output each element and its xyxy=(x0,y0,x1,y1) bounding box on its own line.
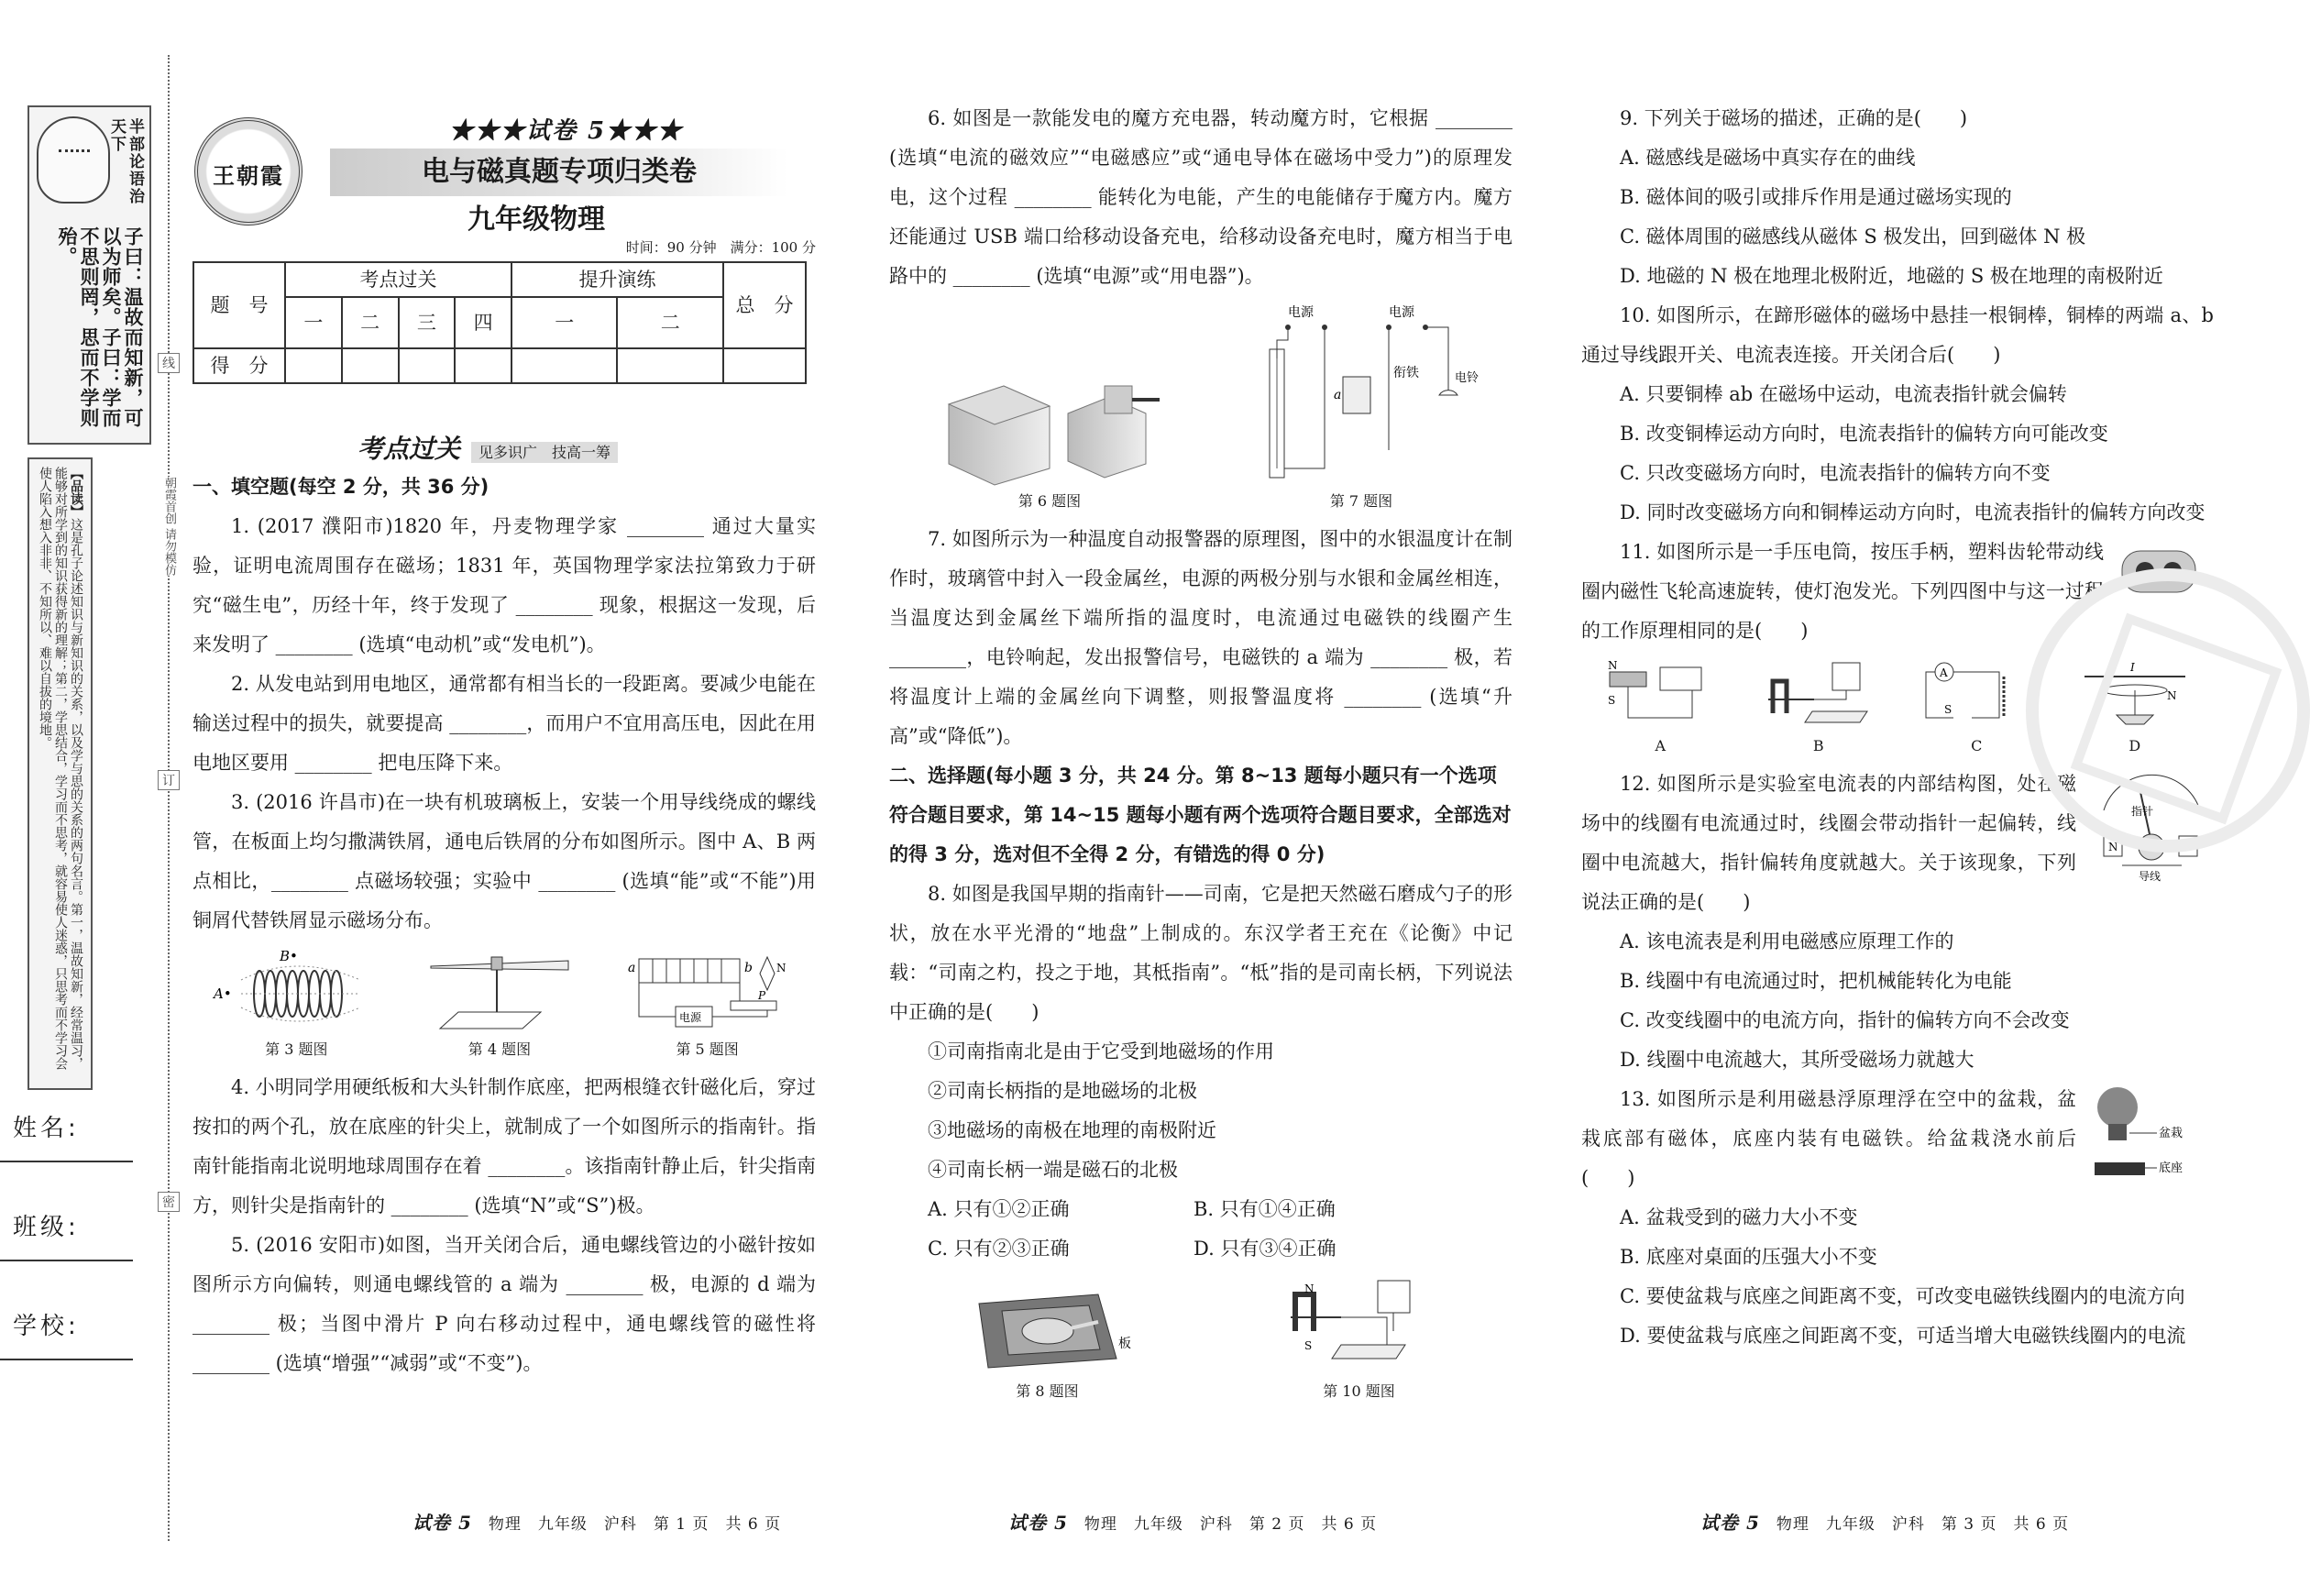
svg-text:S: S xyxy=(1944,703,1952,716)
q8-option-d[interactable]: D. 只有③④正确 xyxy=(1194,1238,1336,1260)
figures-3-5 xyxy=(192,948,816,1061)
question-3: 3. (2016 许昌市)在一块有机玻璃板上，安装一个用导线绕成的螺线管，在板面上均匀撒满铁屑，通电后铁屑的分布如图所示。图中 A、B 两点相比，________ 点磁场较强；实验中 ________ (选填“能”或“不能”)用铜屑代替铁屑显示磁场分布。 xyxy=(192,791,816,931)
commentary-text: 这是孔子论述知识与新知识的关系，以及学与思的关系的两句名言。第一，温故知新，经常温习，能够对所学到的知识获得新的理解；第二，学思结合，学习而不思考，就容易使人迷惑，只思考而不学习会使人陷入想入非非、不知所以、难以自拔的境地。 xyxy=(38,467,83,1070)
page-3-footer: 试卷 5 物理 九年级 沪科 第 3 页 共 6 页 xyxy=(1700,1512,2070,1534)
page2-body xyxy=(889,99,1512,1410)
figure-6: 第 6 题图 xyxy=(930,349,1169,512)
class-field[interactable]: 班级: xyxy=(0,1181,133,1280)
question-4: 4. 小明同学用硬纸板和大头针制作底座，把两根缝衣针磁化后，穿过按扣的两个孔，放在底座的针尖上，就制成了一个如图所示的指南针。指南针能指南北说明地球周围存在着 ________。该指南针静止后，针尖指南方，则针尖是指南针的 ________ (选填“N”或“S”)极。 xyxy=(192,1076,816,1216)
q11-figure-b[interactable]: B xyxy=(1759,658,1878,757)
cut-note: 朝霞首创 请勿模仿 xyxy=(158,477,178,576)
q10-option-a[interactable]: A. 只要铜棒 ab 在磁场中运动，电流表指针就会偏转 xyxy=(1620,383,2067,405)
commentary-label: 【品读】 xyxy=(69,467,83,518)
watermark-seal-icon xyxy=(2026,568,2310,853)
q8-option-b[interactable]: B. 只有①④正确 xyxy=(1194,1198,1336,1220)
question-12: 12. 如图所示是实验室电流表的内部结构图，处在磁场中的线圈有电流通过时，线圈会带动指针一起偏转，线圈中电流越大，指针偏转角度就越大。关于该现象，下列说法正确的是( ) xyxy=(1581,773,2076,913)
q9-option-d[interactable]: D. 地磁的 N 极在地理北极附近，地磁的 S 极在地理的南极附近 xyxy=(1620,265,2163,287)
sidebar-quote-box xyxy=(28,105,151,445)
school-field[interactable]: 学校: xyxy=(0,1280,133,1379)
svg-text:N: N xyxy=(776,962,786,974)
question-6: 6. 如图是一款能发电的魔方充电器，转动魔方时，它根据 ________ (选填“电流的磁效应”“电磁感应”或“通电导体在磁场中受力”)的原理发电，这个过程 ________ 能转化为电能，产生的电能储存于魔方内。魔方还能通过 USB 端口给移动设备充电，给移动设备充电时，魔方相当于电路中的 ________ (选填“电源”或“用电器”)。 xyxy=(889,107,1512,287)
svg-text:电源: 电源 xyxy=(678,1011,701,1024)
exam-header xyxy=(192,0,816,256)
exam-subject: 九年级物理 xyxy=(468,204,605,236)
compass-needle-diagram xyxy=(422,948,578,1035)
rubik-cube-charger-photo xyxy=(930,349,1169,487)
score-row-label: 题 号 xyxy=(193,262,285,348)
q9-option-c[interactable]: C. 磁体周围的磁感线从磁体 S 极发出，回到磁体 N 极 xyxy=(1620,226,2086,248)
page1-body xyxy=(192,468,816,1383)
q8-options-ab xyxy=(889,1190,1512,1229)
question-10: 10. 如图所示，在蹄形磁体的磁场中悬挂一根铜棒，铜棒的两端 a、b 通过导线跟开关、电流表连接。开关闭合后( ) xyxy=(1581,304,2214,366)
svg-text:S: S xyxy=(1608,694,1616,707)
figure-4: 第 4 题图 xyxy=(422,948,578,1061)
exam-title: 电与磁真题专项归类卷 xyxy=(330,149,788,196)
question-13-block xyxy=(1581,1080,2214,1198)
score-col: 一 xyxy=(285,297,342,348)
figures-6-7 xyxy=(889,303,1512,512)
q13-option-c[interactable]: C. 要使盆栽与底座之间距离不变，可改变电磁铁线圈内的电流方向 xyxy=(1620,1285,2185,1307)
figure-8: 板 第 8 题图 xyxy=(961,1276,1135,1403)
section-banner: 考点过关 见多识广 技高一筹 xyxy=(358,429,618,472)
score-cell[interactable] xyxy=(617,348,723,383)
figure-7: 电源 电源 a 衔铁 电铃 第 7 题图 xyxy=(1251,303,1471,512)
exam-number: ★★★试卷 5★★★ xyxy=(449,117,684,145)
question-7: 7. 如图所示为一种温度自动报警器的原理图，图中的水银温度计在制作时，玻璃管中封入一段金属丝，电源的两极分别与水银和金属丝相连，当温度达到金属丝下端所指的温度时，电流通过电磁铁的线圈产生 ________，电铃响起，发出报警信号，电磁铁的 a 端为 ________ 极，若将温度计上端的金属丝向下调整，则报警温度将 ________ (选填“升高”或“降低”)。 xyxy=(889,528,1512,747)
score-col: 一 xyxy=(512,297,617,348)
page-1 xyxy=(192,0,816,1534)
figure-10: N S 第 10 题图 xyxy=(1277,1276,1442,1403)
svg-text:N: N xyxy=(2108,841,2118,853)
score-cell[interactable] xyxy=(285,348,342,383)
ammeter-coil-circuit-diagram xyxy=(1917,658,2036,732)
sidebar-commentary xyxy=(28,457,93,1090)
score-col: 二 xyxy=(617,297,723,348)
svg-text:衔铁: 衔铁 xyxy=(1393,366,1419,380)
svg-text:盆栽: 盆栽 xyxy=(2159,1127,2184,1140)
section-1-heading: 一、填空题(每空 2 分，共 36 分) xyxy=(192,476,490,498)
q8-option-a[interactable]: A. 只有①②正确 xyxy=(928,1198,1070,1220)
score-cell[interactable] xyxy=(512,348,617,383)
score-cell[interactable] xyxy=(399,348,456,383)
q8-options-cd xyxy=(889,1229,1512,1269)
q8-item-3: ③地磁场的南极在地理的南极附近 xyxy=(928,1119,1216,1141)
sinan-compass-photo xyxy=(961,1276,1135,1377)
sidebar-title: 半部论语治天下 xyxy=(107,118,144,205)
student-info-fields xyxy=(0,1082,133,1379)
solenoid-iron-filings-diagram xyxy=(214,948,379,1035)
cut-mark-seal: 密 xyxy=(158,1192,180,1212)
svg-text:板: 板 xyxy=(1117,1337,1131,1351)
score-group-2: 提升演练 xyxy=(512,262,723,297)
cut-line xyxy=(168,55,170,1541)
svg-text:S: S xyxy=(2184,841,2192,853)
question-13: 13. 如图所示是利用磁悬浮原理浮在空中的盆栽，盆栽底部有磁体，底座内装有电磁铁。给盆栽浇水前后( ) xyxy=(1581,1088,2076,1189)
q10-option-b[interactable]: B. 改变铜棒运动方向时，电流表指针的偏转方向可能改变 xyxy=(1620,423,2108,445)
maglev-bonsai-photo xyxy=(2085,1080,2214,1190)
section-banner-sub: 见多识广 技高一筹 xyxy=(471,442,618,463)
svg-text:P: P xyxy=(757,989,765,1002)
svg-text:指针: 指针 xyxy=(2131,805,2154,818)
q12-option-b[interactable]: B. 线圈中有电流通过时，把机械能转化为电能 xyxy=(1620,970,2012,992)
score-row-label-2: 得 分 xyxy=(193,348,285,383)
score-cell[interactable] xyxy=(342,348,399,383)
svg-text:S: S xyxy=(1304,1339,1312,1352)
q10-option-c[interactable]: C. 只改变磁场方向时，电流表指针的偏转方向不变 xyxy=(1620,462,2051,484)
question-9: 9. 下列关于磁场的描述，正确的是( ) xyxy=(1620,107,1968,129)
q13-option-d[interactable]: D. 要使盆栽与底座之间距离不变，可适当增大电磁铁线圈内的电流 xyxy=(1620,1325,2186,1347)
svg-text:N: N xyxy=(1608,659,1618,672)
svg-text:S: S xyxy=(2097,689,2106,702)
svg-text:a: a xyxy=(1334,388,1342,402)
score-group-1: 考点过关 xyxy=(285,262,512,297)
page-1-footer: 试卷 5 物理 九年级 沪科 第 1 页 共 6 页 xyxy=(412,1512,782,1534)
exam-time: 时间：90 分钟 满分：100 分 xyxy=(625,239,816,256)
question-8: 8. 如图是我国早期的指南针——司南，它是把天然磁石磨成勺子的形状，放在水平光滑的“地盘”上制成的。东汉学者王充在《论衡》中记载：“司南之杓，投之于地，其柢指南”。“柢”指的是司南长柄，下列说法中正确的是( ) xyxy=(889,883,1512,1023)
score-col: 三 xyxy=(399,297,456,348)
score-col: 四 xyxy=(455,297,512,348)
solenoid-circuit-diagram xyxy=(621,948,795,1035)
svg-text:I: I xyxy=(2129,661,2135,674)
figure-3: B• A• 第 3 题图 xyxy=(214,948,379,1061)
svg-text:b: b xyxy=(743,961,753,975)
figure-5: a b N 电源 P 第 5 题图 xyxy=(621,948,795,1061)
q8-item-2: ②司南长柄指的是地磁场的北极 xyxy=(928,1080,1197,1102)
svg-text:电铃: 电铃 xyxy=(1455,371,1480,385)
q8-item-1: ①司南指南北是由于它受到地磁场的作用 xyxy=(928,1040,1274,1062)
svg-text:底座: 底座 xyxy=(2159,1161,2184,1175)
page-2-footer: 试卷 5 物理 九年级 沪科 第 2 页 共 6 页 xyxy=(1008,1512,1378,1534)
confucius-cartoon-icon xyxy=(37,116,110,204)
score-cell[interactable] xyxy=(455,348,512,383)
score-total: 总 分 xyxy=(723,262,806,348)
brand-logo: 王朝霞 xyxy=(194,117,302,226)
name-field[interactable]: 姓名: xyxy=(0,1082,133,1181)
svg-text:B•: B• xyxy=(280,948,299,964)
q9-option-b[interactable]: B. 磁体间的吸引或排斥作用是通过磁场实现的 xyxy=(1620,186,2012,208)
svg-text:导线: 导线 xyxy=(2139,870,2162,883)
q12-option-a[interactable]: A. 该电流表是利用电磁感应原理工作的 xyxy=(1620,930,1954,952)
section-2-heading: 二、选择题(每小题 3 分，共 24 分。第 8~13 题每小题只有一个选项符合题目要求，第 14~15 题每小题有两个选项符合题目要求，全部选对的得 3 分，选对但不全得 2 分，有错选的得 0 分) xyxy=(889,765,1512,865)
svg-text:电源: 电源 xyxy=(1288,305,1314,320)
q13-option-b[interactable]: B. 底座对桌面的压强大小不变 xyxy=(1620,1246,1877,1268)
svg-text:N: N xyxy=(1304,1282,1314,1295)
question-11: 11. 如图所示是一手压电筒，按压手柄，塑料齿轮带动线圈内磁性飞轮高速旋转，使灯泡发光。下列四图中与这一过程的工作原理相同的是( ) xyxy=(1581,541,2104,642)
q9-option-a[interactable]: A. 磁感线是磁场中真实存在的曲线 xyxy=(1620,147,1916,169)
q13-option-a[interactable]: A. 盆栽受到的磁力大小不变 xyxy=(1620,1206,1858,1228)
question-2: 2. 从发电站到用电地区，通常都有相当长的一段距离。要减少电能在输送过程中的损失，就要提高 ________，而用户不宜用高压电，因此在用电地区要用 ________ 把电压降下来。 xyxy=(192,673,816,774)
figures-8-10 xyxy=(889,1276,1512,1403)
q11-figure-d[interactable]: I S N D xyxy=(2075,658,2194,757)
svg-text:N: N xyxy=(2166,689,2177,702)
question-1: 1. (2017 濮阳市)1820 年，丹麦物理学家 ________ 通过大量实验，证明电流周围存在磁场；1831 年，英国物理学家法拉第致力于研究“磁生电”，历经十年，终于发现了 ________ 现象，根据这一发现，后来发明了 ________ (选填“电动机”或“发电机”)。 xyxy=(192,515,816,655)
solenoid-battery-diagram xyxy=(1600,658,1720,732)
q11-figure-c[interactable]: A S C xyxy=(1917,658,2036,757)
score-cell[interactable] xyxy=(723,348,806,383)
question-5: 5. (2016 安阳市)如图，当开关闭合后，通电螺线管边的小磁针按如图所示方向偏转，则通电螺线管的 a 端为 ________ 极，电源的 d 端为 ________ 极；当图中滑片 P 向右移动过程中，通电螺线管的磁性将 ________ (选填“增强”“减弱”或“不变”)。 xyxy=(192,1234,816,1374)
q11-figure-a[interactable]: N S A xyxy=(1600,658,1720,757)
horseshoe-magnet-copper-rod-diagram xyxy=(1277,1276,1442,1377)
temperature-alarm-circuit-diagram xyxy=(1251,303,1480,487)
left-sidebar xyxy=(28,105,151,1169)
cut-mark-order: 订 xyxy=(158,770,180,790)
score-col: 二 xyxy=(342,297,399,348)
svg-text:A•: A• xyxy=(214,985,233,1002)
q10-option-d[interactable]: D. 同时改变磁场方向和铜棒运动方向时，电流表指针的偏转方向改变 xyxy=(1620,501,2206,523)
q12-option-d[interactable]: D. 线圈中电流越大，其所受磁场力就越大 xyxy=(1620,1049,1974,1071)
score-table xyxy=(192,261,807,384)
q8-option-c[interactable]: C. 只有②③正确 xyxy=(928,1238,1070,1260)
sidebar-quote: 子曰：温故而知新，可以为师矣。子曰：学而不思则罔，思而不学则殆。 xyxy=(56,226,145,428)
magnet-rod-galvanometer-diagram xyxy=(1759,658,1878,732)
svg-text:a: a xyxy=(627,961,635,975)
cut-mark-line: 线 xyxy=(158,353,180,373)
q12-option-c[interactable]: C. 改变线圈中的电流方向，指针的偏转方向不会改变 xyxy=(1620,1009,2070,1031)
svg-text:A: A xyxy=(1940,666,1948,679)
svg-text:电源: 电源 xyxy=(1389,305,1414,320)
q8-item-4: ④司南长柄一端是磁石的北极 xyxy=(928,1159,1178,1181)
